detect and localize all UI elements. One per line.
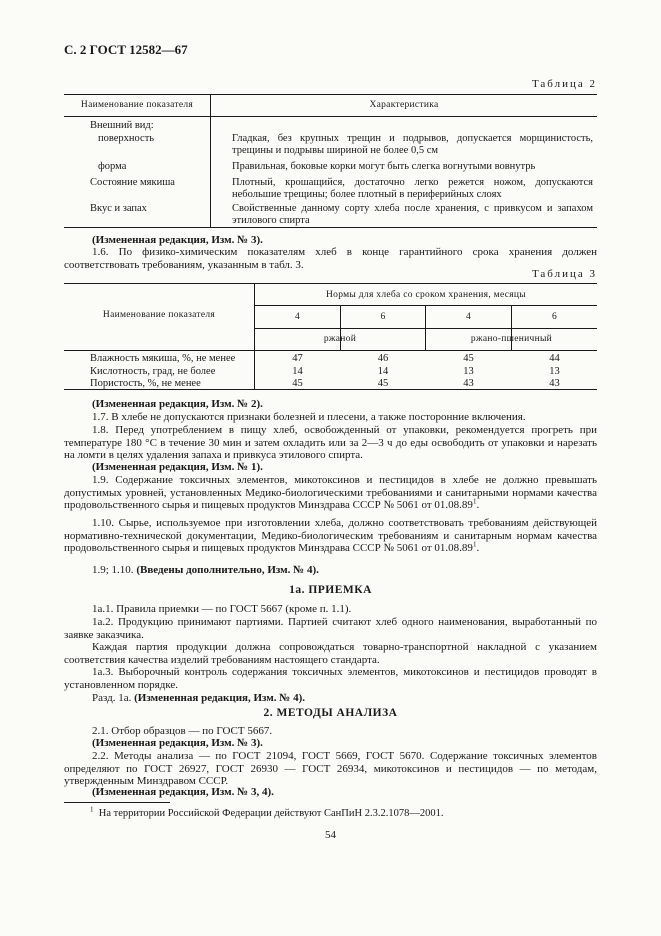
clause-1a-3: 1а.3. Выборочный контроль содержания токсичных элементов, микотоксинов и пестицидов проводят в установленном порядке. (64, 666, 597, 691)
row-desc: Свойственные данному сорту хлеба после хранения, с привкусом и запахом этилового спирта (232, 203, 593, 226)
table3-norms-header: Нормы для хлеба со сроком хранения, месяцы (325, 290, 526, 300)
cell: 45 (292, 378, 303, 389)
edit-note: (Измененная редакция, Изм. № 3, 4). (92, 786, 274, 798)
month-label: 6 (551, 312, 558, 322)
cell: 13 (549, 365, 560, 377)
clause-2-2: 2.2. Методы анализа — по ГОСТ 21094, ГОСТ 5669, ГОСТ 5670. Содержание токсичных элементов определяют по ГОСТ 26927, ГОСТ 26930 — ГОСТ 26934, микотоксинов и пестицидов — по методам, утвержденным Минздравом СССР. (64, 750, 597, 787)
footnote-divider (64, 802, 170, 803)
table-row (64, 378, 597, 391)
cell: 13 (463, 365, 474, 377)
clause-1-7: 1.7. В хлебе не допускаются признаки болезней и плесени, а также посторонние включения. (92, 411, 526, 423)
cell: 43 (549, 378, 560, 389)
page-header: С. 2 ГОСТ 12582—67 (64, 42, 188, 57)
footnote: $^1$ На территории Российской Федерации действуют СанПиН 2.3.2.1078—2001. (90, 805, 444, 819)
clause-1a-2-cont: Каждая партия продукции должна сопровождаться товарно-транспортной накладной с указанием соответствия качества изделий требованиям настоящего стандарта. (64, 641, 597, 666)
row-name: Кислотность, град, не более (90, 365, 216, 377)
row-name: Пористость, %, не менее (90, 378, 201, 389)
table-row (64, 353, 597, 366)
table-2 (64, 94, 597, 228)
table2-col-name: Наименование показателя (80, 100, 194, 110)
edit-note: (Измененная редакция, Изм. № 3). (92, 737, 263, 749)
clause-1-6: 1.6. По физико-химическим показателям хлеб в конце гарантийного срока хранения должен соответствовать требованиям, указанным в табл. 3. (64, 246, 597, 271)
clause-1-10: 1.10. Сырье, используемое при изготовлении хлеба, должно соответствовать требованиям действующей нормативно-технической документации, Медико-биологическим требованиям и санитарным нормам качества продовольственного сырья и пищевых продуктов Минздрава СССР № 5061 от 01.08.89$^1$. (64, 517, 597, 554)
edit-note: (Измененная редакция, Изм. № 1). (92, 461, 263, 473)
table3-header (64, 283, 597, 351)
cell: 43 (463, 378, 474, 389)
edit-note: (Измененная редакция, Изм. № 2). (92, 398, 263, 410)
row-name: поверхность (98, 133, 155, 144)
cell: 45 (463, 353, 474, 364)
table3-caption: Таблица 3 (531, 268, 597, 280)
footnote-ref: 1 (472, 497, 477, 506)
section-acceptance-title: 1а. ПРИЕМКА (289, 584, 372, 596)
clause-1-9: 1.9. Содержание токсичных элементов, микотоксинов и пестицидов в хлебе не должно превышать допустимых уровней, установленных Медико-биологическими требованиями и санитарными нормами качества продовольственного сырья и пищевых продуктов Минздрава СССР № 5061 от 01.08.89$^1$. (64, 474, 597, 511)
row-name: Состояние мякиша (90, 177, 175, 188)
cell: 14 (377, 365, 389, 377)
month-label: 4 (294, 312, 301, 322)
row-desc: Гладкая, без крупных трещин и подрывов, допускается морщинистость, трещины и подрывы шириной не более 0,5 см (232, 133, 593, 156)
cell: 14 (292, 365, 303, 377)
row-desc: Плотный, крошащийся, достаточно легко режется ножом, допускаются небольшие трещины; более плотный в периферийных слоях (232, 177, 593, 200)
table2-col-characteristic: Характеристика (369, 100, 439, 110)
cell: 46 (377, 353, 389, 364)
cell: 44 (549, 353, 560, 364)
row-name: Вкус и запах (90, 203, 147, 214)
page-number: 54 (325, 829, 336, 841)
table2-body (64, 117, 597, 228)
month-label: 4 (465, 312, 472, 322)
row-name: форма (98, 161, 127, 172)
table3-col-name: Наименование показателя (102, 310, 216, 320)
row-name: Внешний вид: (90, 120, 154, 131)
clause-1a-1: 1а.1. Правила приемки — по ГОСТ 5667 (кроме п. 1.1). (92, 603, 352, 615)
table2-header (64, 94, 597, 117)
month-label: 6 (380, 312, 386, 322)
clause-2-1: 2.1. Отбор образцов — по ГОСТ 5667. (92, 725, 273, 737)
cell: 47 (292, 353, 303, 364)
table-3 (64, 283, 597, 390)
section-1a-note: Разд. 1а. (Измененная редакция, Изм. № 4). (92, 692, 306, 704)
row-name: Влажность мякиша, %, не менее (90, 353, 236, 364)
group-rye-wheat: ржано-пшеничный (470, 334, 553, 344)
cell: 45 (377, 378, 389, 389)
footnote-ref: 1 (472, 540, 477, 549)
table3-body (64, 351, 597, 390)
clause-1-9-1-10-note: 1.9; 1.10. (Введены дополнительно, Изм. № 4). (92, 564, 319, 576)
table-row (64, 366, 597, 379)
row-desc: Правильная, боковые корки могут быть слегка вогнутыми вовнутрь (232, 161, 536, 172)
clause-1a-2: 1а.2. Продукцию принимают партиями. Партией считают хлеб одного наименования, выработанный по заявке заказчика. (64, 616, 597, 641)
clause-1-8: 1.8. Перед употреблением в пищу хлеб, освобожденный от упаковки, рекомендуется прогреть при температуре 180 °С в течение 30 мин и затем охладить или за 2—3 ч до еды освободить от упаковки и нарезать на ломти в целях удаления запаха и привкуса этилового спирта. (64, 424, 597, 461)
group-rye: ржаной (323, 334, 357, 344)
section-methods-title: 2. МЕТОДЫ АНАЛИЗА (263, 707, 398, 719)
table2-caption: Таблица 2 (531, 78, 597, 90)
edit-note: (Измененная редакция, Изм. № 3). (92, 234, 263, 246)
